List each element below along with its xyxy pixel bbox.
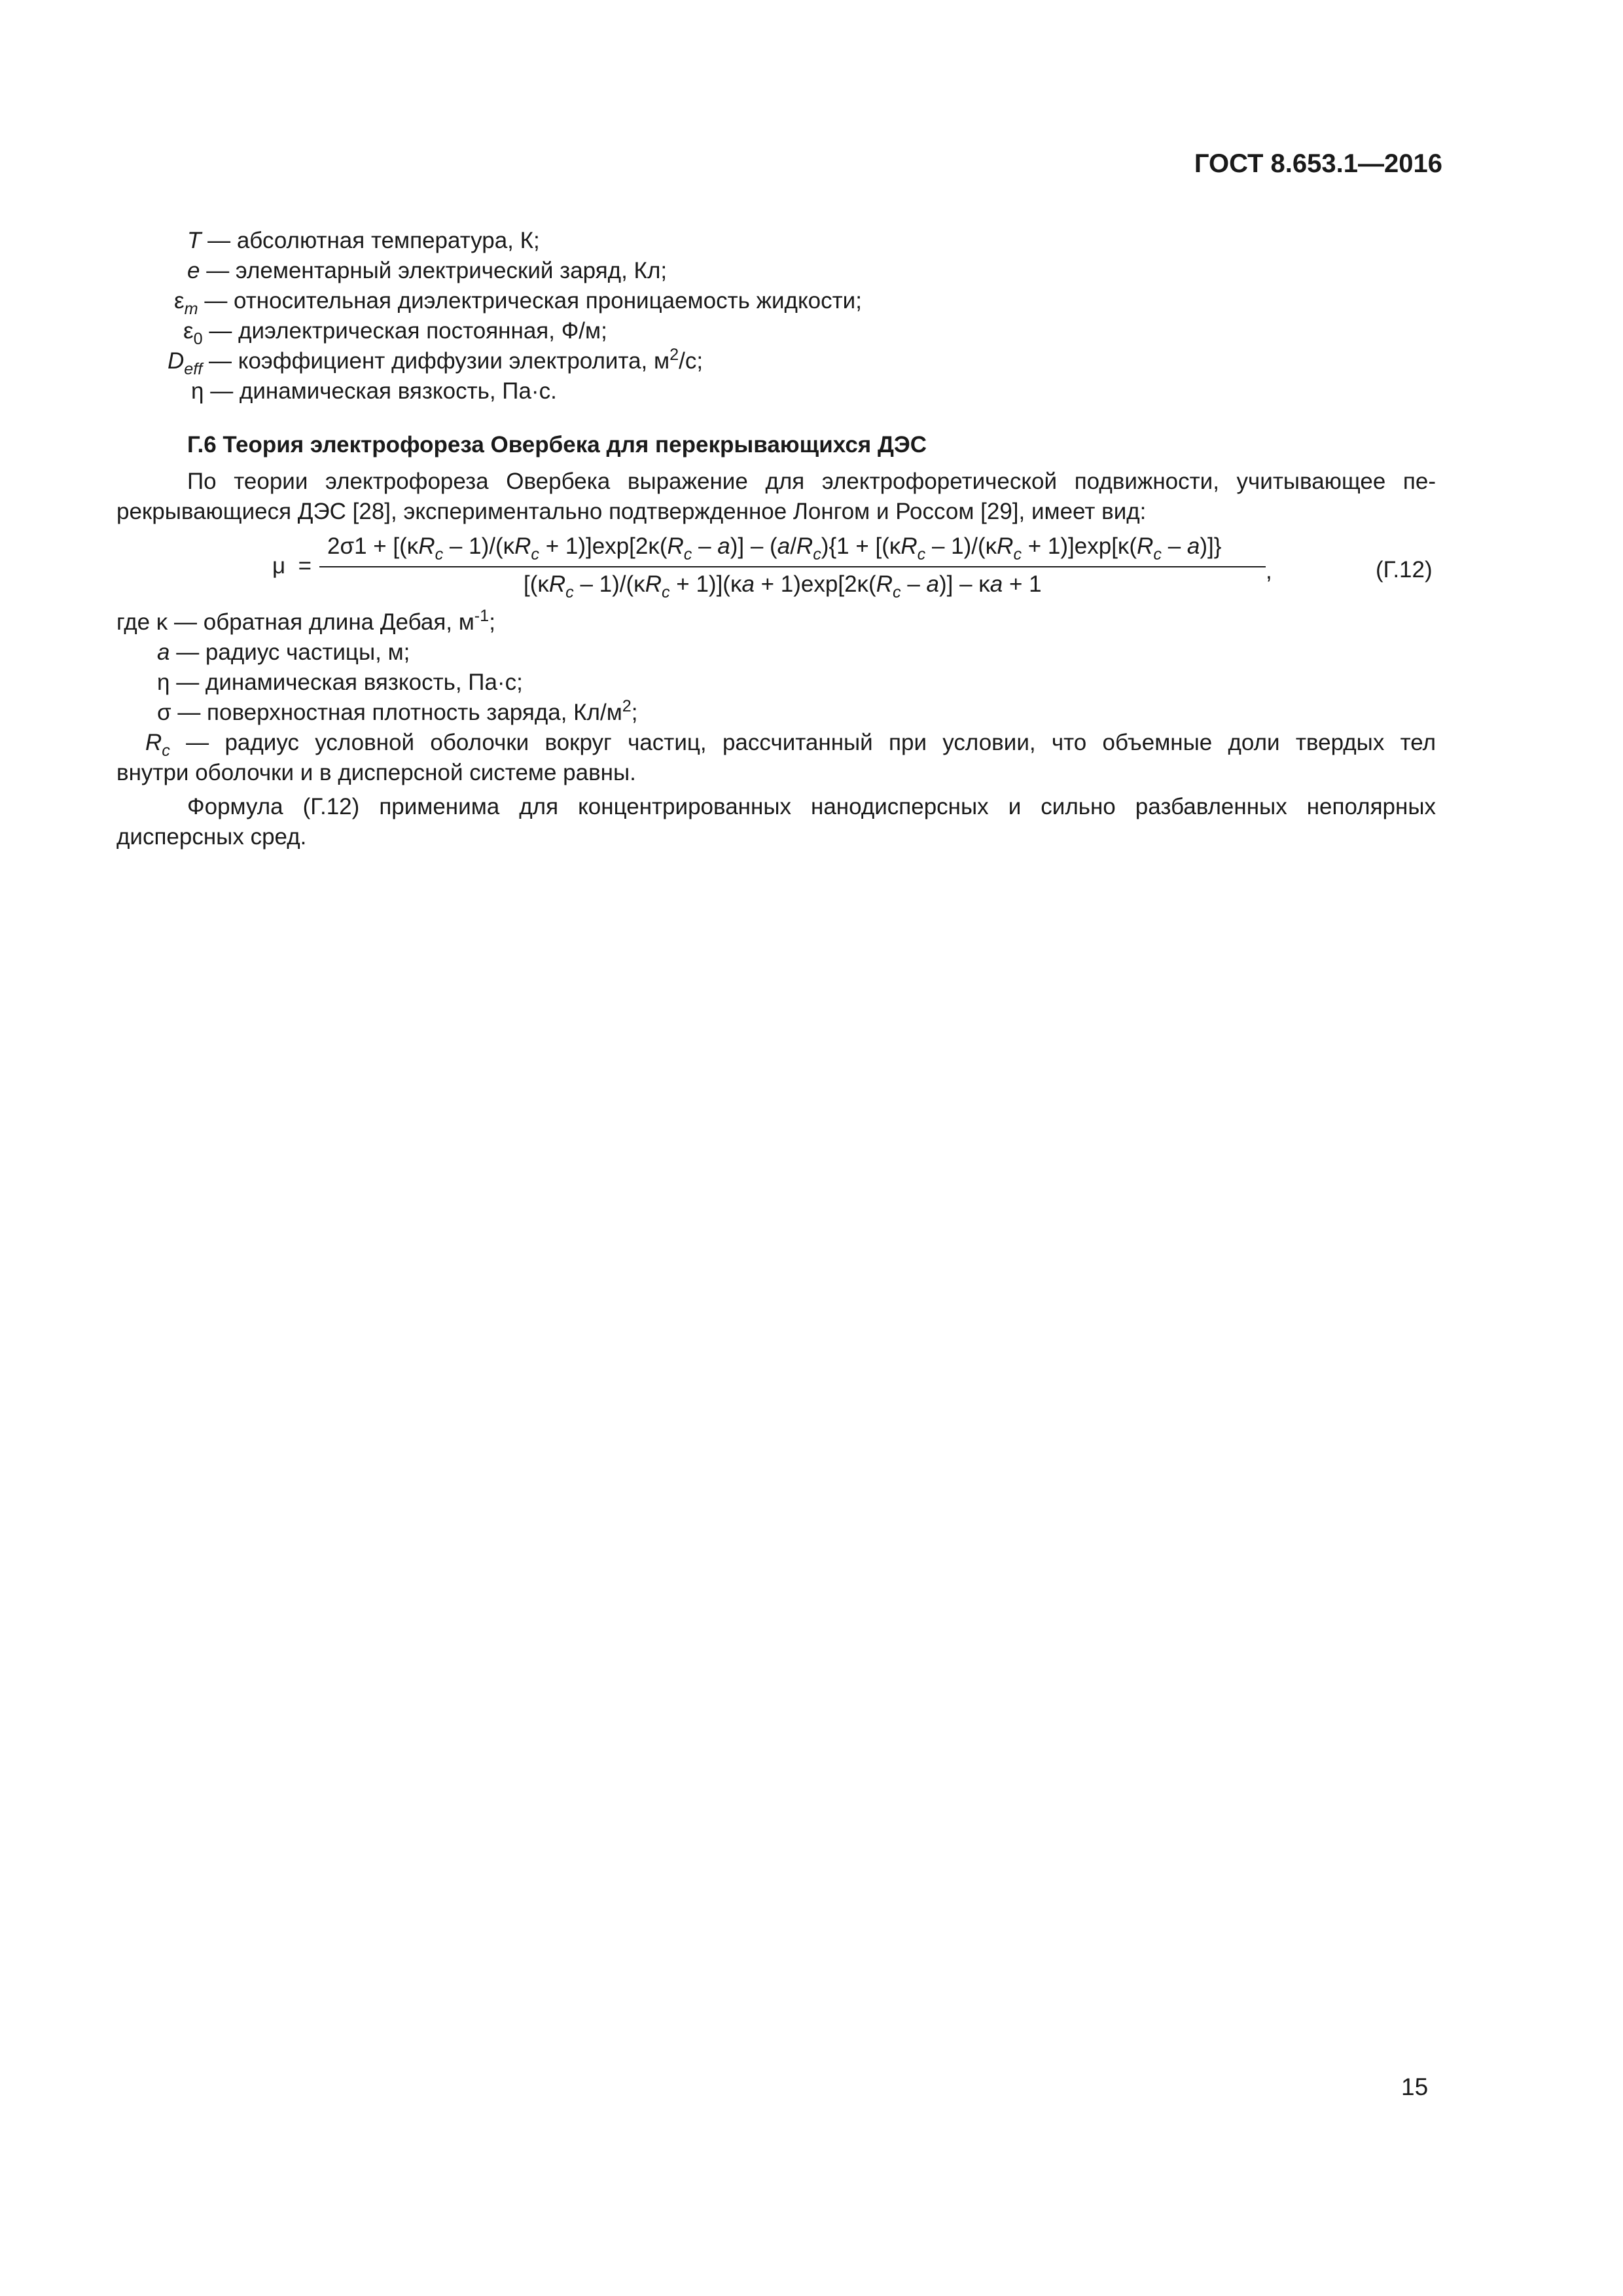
definition-text: — относительная диэлектрическая проницаемость жидкости; xyxy=(198,288,862,314)
definition-text: — поверхностная плотность заряда, Кл/м xyxy=(171,700,622,725)
closing-paragraph-line-2: дисперсных сред. xyxy=(116,824,307,850)
definition-text: — радиус частицы, м; xyxy=(169,639,410,665)
symbol: D xyxy=(168,348,185,374)
symbol: a xyxy=(157,639,170,665)
definition-text: — диэлектрическая постоянная, Ф/м; xyxy=(202,318,607,344)
definition-text-tail: /с; xyxy=(679,348,704,374)
definition-permittivity xyxy=(174,286,862,316)
definition-text: где κ — обратная длина Дебая, м xyxy=(116,609,474,635)
definition-text: — коэффициент диффузии электролита, м xyxy=(202,348,670,374)
definition-temperature xyxy=(187,226,540,256)
definition-diffusion xyxy=(168,346,703,376)
definition-shell-radius-line-2: внутри оболочки и в дисперсной системе равны. xyxy=(116,760,636,785)
symbol: e xyxy=(187,258,200,283)
definition-surface-charge xyxy=(157,698,638,728)
definition-vacuum-permittivity xyxy=(183,316,607,346)
unit-superscript: 2 xyxy=(669,346,679,365)
definition-debye-length xyxy=(116,607,495,637)
intro-paragraph-line-1: По теории электрофореза Овербека выражение для электрофоретической подвижности, учитывающее пе- xyxy=(187,469,1436,494)
definition-text: — элементарный электрический заряд, Кл; xyxy=(200,258,668,283)
definition-viscosity xyxy=(191,376,557,406)
formula-mu: μ xyxy=(272,553,286,579)
symbol-subscript: 0 xyxy=(193,329,203,348)
definition-particle-radius xyxy=(157,637,410,668)
definition-text: — абсолютная температура, К; xyxy=(201,228,540,253)
symbol-subscript: m xyxy=(184,299,198,318)
formula-lhs xyxy=(272,551,312,581)
definition-text: — радиус условной оболочки вокруг частиц, рассчитанный при условии, что объемные доли твердых тел xyxy=(169,730,1436,755)
definition-text: — динамическая вязкость, Па·с. xyxy=(204,378,557,404)
symbol: R xyxy=(145,730,162,755)
symbol: T xyxy=(187,228,202,253)
unit-superscript: 2 xyxy=(622,697,632,716)
symbol-subscript: eff xyxy=(184,359,203,378)
unit-superscript: -1 xyxy=(474,607,490,626)
document-code-header: ГОСТ 8.653.1—2016 xyxy=(1194,149,1442,178)
formula-equals: = xyxy=(298,553,312,579)
symbol: ε xyxy=(183,318,194,344)
formula-comma: , xyxy=(1266,558,1272,584)
formula-number: (Г.12) xyxy=(1376,557,1433,583)
closing-paragraph-line-1: Формула (Г.12) применима для концентрированных нанодисперсных и сильно разбавленных неполярных xyxy=(187,794,1436,819)
definition-charge xyxy=(187,256,667,286)
formula-denominator: $[(\kappa R_c - 1)/(\kappa R_c + 1)](\kappa a + 1)\exp[2\kappa(R_c - a)] - \kappa a + 1$ xyxy=(524,571,1042,601)
page-number: 15 xyxy=(1401,2073,1429,2100)
section-heading: Г.6 Теория электрофореза Овербека для перекрывающихся ДЭС xyxy=(187,432,927,457)
definition-text: — динамическая вязкость, Па·с; xyxy=(169,670,523,695)
symbol: η xyxy=(157,670,170,695)
formula-numerator: $2\sigma 1 + [(\kappa R_c - 1)/(\kappa R_c + 1)]\exp[2\kappa(R_c - a)] - (a/R_c)\{1 + [(\kappa R_c - 1)/(\kappa R_c + 1)]\exp[\kappa(R_c - a)]\}$ xyxy=(327,533,1222,564)
definition-text-tail: ; xyxy=(631,700,638,725)
symbol: ε xyxy=(174,288,185,314)
definition-viscosity-2 xyxy=(157,668,523,698)
symbol: η xyxy=(191,378,204,404)
definition-shell-radius-line-1 xyxy=(145,728,1436,758)
fraction-bar xyxy=(319,566,1266,567)
intro-paragraph-line-2: рекрывающиеся ДЭС [28], экспериментально подтвержденное Лонгом и Россом [29], имеет вид: xyxy=(116,499,1147,524)
definition-text-tail: ; xyxy=(489,609,495,635)
symbol: σ xyxy=(157,700,171,725)
symbol-subscript: c xyxy=(162,741,170,760)
